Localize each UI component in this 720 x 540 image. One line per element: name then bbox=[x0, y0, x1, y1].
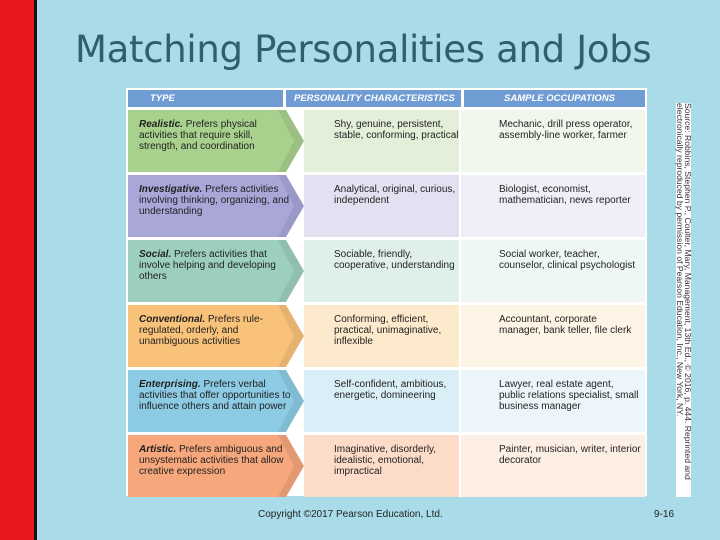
source-citation: Source: Robbins, Stephen P., Coulter, Mary, Management, 13th Ed., © 2016, p. 444. Reprinted and electronically reproduced by permission of Pearson Education, Inc., New York, NY. bbox=[675, 103, 693, 480]
occupations-cell bbox=[461, 175, 645, 237]
type-desc: Prefers physical activities that require skill, strength, and coordination bbox=[139, 119, 257, 152]
personality-cell bbox=[304, 305, 461, 367]
type-cell bbox=[128, 240, 304, 302]
personality-cell bbox=[304, 435, 461, 497]
type-cell bbox=[128, 435, 304, 497]
personality-text: Sociable, friendly, cooperative, understanding bbox=[334, 249, 455, 271]
type-description bbox=[139, 119, 294, 152]
personality-cell bbox=[304, 370, 461, 432]
personality-text: Imaginative, disorderly, idealistic, emotional, impractical bbox=[334, 444, 437, 477]
personality-text: Conforming, efficient, practical, unimaginative, inflexible bbox=[334, 314, 442, 347]
type-description bbox=[139, 314, 294, 347]
type-cell bbox=[128, 370, 304, 432]
personality-cell bbox=[304, 110, 461, 172]
personality-cell bbox=[304, 240, 461, 302]
occupations-text: Lawyer, real estate agent, public relations specialist, small business manager bbox=[499, 379, 639, 412]
occupations-cell bbox=[461, 370, 645, 432]
occupations-text: Mechanic, drill press operator, assembly-line worker, farmer bbox=[499, 119, 633, 141]
occupations-text: Painter, musician, writer, interior decorator bbox=[499, 444, 641, 466]
type-description bbox=[139, 379, 294, 412]
slide-title: Matching Personalities and Jobs bbox=[75, 28, 652, 71]
table-header bbox=[128, 90, 645, 107]
occupations-cell bbox=[461, 305, 645, 367]
type-desc: Prefers verbal activities that offer opportunities to influence others and attain power bbox=[139, 379, 291, 412]
type-cell bbox=[128, 175, 304, 237]
type-name: Conventional. bbox=[139, 314, 206, 325]
type-cell bbox=[128, 110, 304, 172]
personality-cell bbox=[304, 175, 461, 237]
type-name: Realistic. bbox=[139, 119, 183, 130]
occupations-cell bbox=[461, 435, 645, 497]
page-number: 9-16 bbox=[654, 509, 675, 520]
personality-jobs-table bbox=[126, 88, 647, 496]
type-desc: Prefers rule-regulated, orderly, and unambiguous activities bbox=[139, 314, 263, 347]
header-personality: PERSONALITY CHARACTERISTICS bbox=[286, 90, 461, 107]
occupations-text: Biologist, economist, mathematician, news reporter bbox=[499, 184, 631, 206]
type-name: Social. bbox=[139, 249, 172, 260]
type-name: Investigative. bbox=[139, 184, 203, 195]
table-row bbox=[128, 435, 645, 497]
type-name: Artistic. bbox=[139, 444, 177, 455]
header-type: TYPE bbox=[128, 90, 283, 107]
occupations-text: Accountant, corporate manager, bank teller, file clerk bbox=[499, 314, 632, 336]
type-desc: Prefers activities involving thinking, organizing, and understanding bbox=[139, 184, 290, 217]
table-row bbox=[128, 370, 645, 432]
table-row bbox=[128, 110, 645, 172]
type-description bbox=[139, 184, 294, 217]
table-row bbox=[128, 175, 645, 237]
table-row bbox=[128, 240, 645, 302]
type-name: Enterprising. bbox=[139, 379, 201, 390]
type-description bbox=[139, 444, 294, 477]
personality-text: Analytical, original, curious, independent bbox=[334, 184, 456, 206]
table-row bbox=[128, 305, 645, 367]
accent-bar bbox=[0, 0, 37, 540]
type-desc: Prefers ambiguous and unsystematic activities that allow creative expression bbox=[139, 444, 284, 477]
type-desc: Prefers activities that involve helping and developing others bbox=[139, 249, 276, 282]
personality-text: Shy, genuine, persistent, stable, conforming, practical bbox=[334, 119, 459, 141]
copyright: Copyright ©2017 Pearson Education, Ltd. bbox=[258, 509, 443, 520]
occupations-cell bbox=[461, 110, 645, 172]
type-description bbox=[139, 249, 294, 282]
personality-text: Self-confident, ambitious, energetic, domineering bbox=[334, 379, 447, 401]
occupations-text: Social worker, teacher, counselor, clinical psychologist bbox=[499, 249, 636, 271]
header-occupations: SAMPLE OCCUPATIONS bbox=[464, 90, 645, 107]
occupations-cell bbox=[461, 240, 645, 302]
type-cell bbox=[128, 305, 304, 367]
